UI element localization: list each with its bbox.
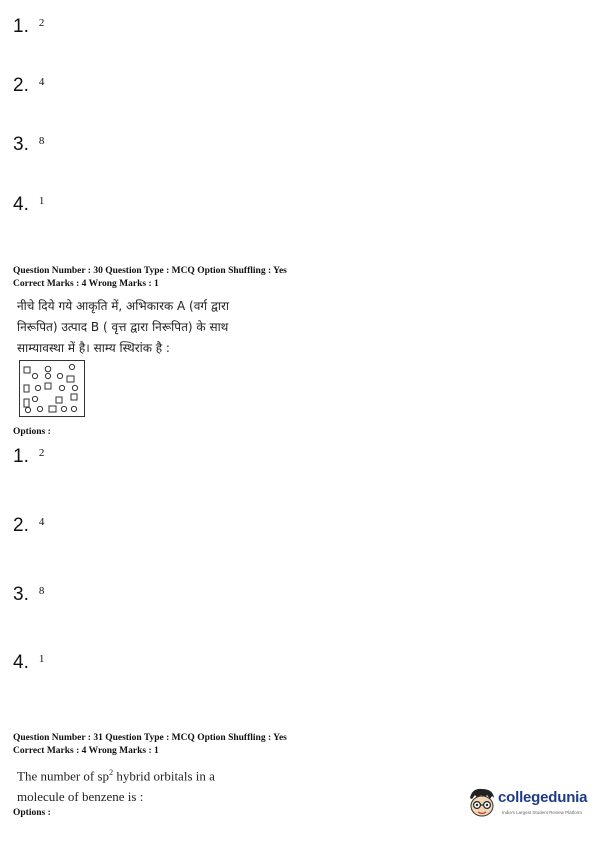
- option-number: 2.: [13, 515, 29, 536]
- option-number: 3.: [13, 134, 29, 155]
- option-number: 1.: [13, 16, 29, 37]
- options-label: Options :: [13, 427, 51, 437]
- logo-tagline: India's Largest Student Review Platform: [502, 810, 582, 815]
- option-4[interactable]: [13, 194, 44, 216]
- option-value: 1: [38, 195, 45, 207]
- option-value: 8: [38, 135, 45, 147]
- question-text: [17, 296, 229, 359]
- question-meta-line2: Correct Marks : 4 Wrong Marks : 1: [13, 279, 159, 289]
- option-value: 1: [38, 653, 45, 665]
- option-value: 2: [38, 17, 45, 29]
- option-value: 4: [38, 76, 45, 88]
- option-1[interactable]: [13, 446, 44, 468]
- equilibrium-figure: [19, 360, 85, 417]
- option-number: 4.: [13, 194, 29, 215]
- option-number: 4.: [13, 652, 29, 673]
- question-meta-line1: Question Number : 30 Question Type : MCQ Option Shuffling : Yes: [13, 266, 287, 276]
- option-3[interactable]: [13, 134, 44, 156]
- option-number: 2.: [13, 75, 29, 96]
- option-3[interactable]: [13, 584, 44, 606]
- option-2[interactable]: [13, 515, 44, 537]
- question-meta: [13, 265, 287, 291]
- question-meta-line2: Correct Marks : 4 Wrong Marks : 1: [13, 746, 159, 756]
- question-text-line: molecule of benzene is :: [17, 789, 144, 805]
- option-number: 1.: [13, 446, 29, 467]
- logo-wordmark: collegedunia: [498, 789, 588, 806]
- option-1[interactable]: [13, 16, 44, 38]
- mascot-icon: [466, 786, 498, 820]
- option-value: 2: [38, 447, 45, 459]
- question-text-line: निरूपित) उत्पाद B ( वृत्त द्वारा निरूपित) के साथ: [17, 320, 229, 334]
- superscript: 2: [109, 768, 114, 777]
- question-meta-line1: Question Number : 31 Question Type : MCQ Option Shuffling : Yes: [13, 733, 287, 743]
- option-value: 4: [38, 516, 45, 528]
- option-value: 8: [38, 585, 45, 597]
- collegedunia-logo: [466, 786, 591, 826]
- question-text-line: The number of $sp^2$ hybrid orbitals in a: [17, 768, 215, 784]
- question-text: [17, 762, 215, 807]
- question-text-line: नीचे दिये गये आकृति में, अभिकारक A (वर्ग द्वारा: [17, 299, 229, 313]
- options-label: Options :: [13, 808, 51, 818]
- option-number: 3.: [13, 584, 29, 605]
- option-4[interactable]: [13, 652, 44, 674]
- question-meta: [13, 732, 287, 758]
- question-text-line: साम्यावस्था में है। साम्य स्थिरांक है :: [17, 341, 170, 355]
- option-2[interactable]: [13, 75, 44, 97]
